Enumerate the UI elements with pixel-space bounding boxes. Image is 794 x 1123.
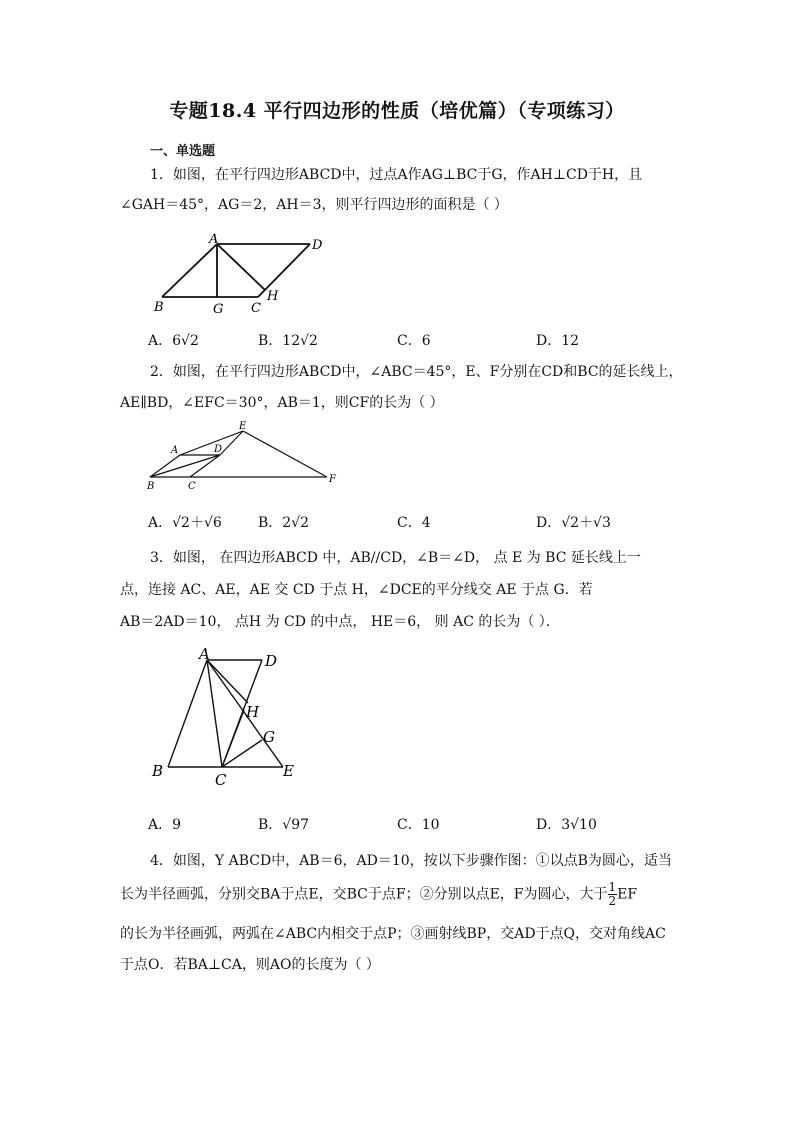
q2-option-d[interactable]: D．√2＋√3 <box>536 515 611 531</box>
q3-segment-ah <box>207 660 248 703</box>
q3-text-line2: 点，连接 AC、AE，AE 交 CD 于点 H，∠DCE的平分线交 AE 于点 G．若 <box>120 582 593 598</box>
q3-option-c[interactable]: C．10 <box>397 817 440 833</box>
q2-label-f: F <box>329 474 336 485</box>
q2-label-e: E <box>239 421 247 432</box>
q4-fraction-numerator: 1 <box>608 880 617 894</box>
q3-segment-ac <box>207 660 222 767</box>
q4-text-line1: 4．如图，Y ABCD中，AB＝6，AD＝10，按以下步骤作图：①以点B为圆心，适当 <box>150 853 672 869</box>
q2-text-line1: 2．如图，在平行四边形ABCD中，∠ABC＝45°，E、F分别在CD和BC的延长线上， <box>150 364 683 380</box>
q1-label-g: G <box>213 302 224 317</box>
q4-text-line4: 于点O．若BA⊥CA，则AO的长度为（ ） <box>120 957 380 973</box>
q3-option-a[interactable]: A．9 <box>148 817 182 833</box>
q3-label-g: G <box>263 728 275 746</box>
q1-option-d[interactable]: D．12 <box>536 333 580 349</box>
q4-fraction-denominator: 2 <box>608 894 617 908</box>
q3-figure <box>140 640 310 790</box>
q1-label-a: A <box>209 232 219 247</box>
q2-label-d: D <box>214 444 223 455</box>
q1-segment-ah <box>217 244 265 290</box>
q3-edge-ab <box>168 660 207 767</box>
q1-label-d: D <box>312 238 323 253</box>
q2-edge-ab <box>150 455 180 477</box>
q3-text-line3: AB＝2AD＝10， 点H 为 CD 的中点， HE＝6， 则 AC 的长为（ ）． <box>120 614 560 630</box>
q1-figure <box>150 230 340 320</box>
q4-text-line3: 的长为半径画弧，两弧在∠ABC内相交于点P；③画射线BP，交AD于点Q，交对角线AC <box>120 926 666 942</box>
q3-label-c: C <box>215 771 227 789</box>
q3-option-b[interactable]: B．√97 <box>258 817 310 833</box>
page-title: 专题18.4 平行四边形的性质（培优篇）（专项练习） <box>169 100 625 122</box>
q1-label-b: B <box>154 300 164 315</box>
q2-segment-ef <box>243 431 327 477</box>
q2-option-a[interactable]: A．√2＋√6 <box>148 515 222 531</box>
q1-label-c: C <box>251 301 261 316</box>
section-heading: 一、单选题 <box>150 144 216 159</box>
q2-edge-cd <box>190 455 220 477</box>
q1-edge-cd <box>258 244 310 297</box>
q2-option-c[interactable]: C．4 <box>397 515 431 531</box>
q2-option-b[interactable]: B．2√2 <box>258 515 310 531</box>
q3-option-d[interactable]: D．3√10 <box>536 817 597 833</box>
q1-label-h: H <box>267 289 279 304</box>
q1-text-line2: ∠GAH＝45°，AG＝2，AH＝3，则平行四边形的面积是（ ） <box>120 197 508 213</box>
q2-figure <box>140 418 350 498</box>
q4-fraction-one-half <box>608 881 618 908</box>
q1-text-line1: 1．如图，在平行四边形ABCD中，过点A作AG⊥BC于G，作AH⊥CD于H，且 <box>150 167 643 183</box>
q3-text-line1: 3．如图， 在四边形ABCD 中，AB//CD，∠B＝∠D， 点 E 为 BC 延长线上一 <box>150 550 641 566</box>
q2-segment-de <box>220 431 243 455</box>
q1-edge-ab <box>162 244 217 297</box>
q2-segment-ae <box>180 431 243 455</box>
q1-option-b[interactable]: B．12√2 <box>258 333 318 349</box>
q3-label-b: B <box>152 762 164 780</box>
q2-label-c: C <box>188 481 196 492</box>
q2-diagonal-bd <box>150 455 220 477</box>
q3-segment-ch <box>222 710 244 767</box>
q3-label-h: H <box>246 703 260 721</box>
q1-option-c[interactable]: C．6 <box>397 333 431 349</box>
q1-option-a[interactable]: A．6√2 <box>148 333 199 349</box>
q3-label-a: A <box>199 645 210 663</box>
q3-label-d: D <box>265 652 278 670</box>
q4-text-line2-main: 长为半径画弧，分别交BA于点E，交BC于点F；②分别以点E，F为圆心，大于 <box>120 886 608 903</box>
q4-text-line2 <box>120 881 680 908</box>
q2-text-line2: AE∥BD，∠EFC＝30°，AB＝1，则CF的长为（ ） <box>120 395 444 411</box>
q2-label-b: B <box>147 481 155 492</box>
q3-segment-cg <box>222 740 262 767</box>
q4-text-line2-ef: EF <box>617 886 638 903</box>
q2-label-a: A <box>171 445 179 456</box>
q3-label-e: E <box>283 762 294 780</box>
